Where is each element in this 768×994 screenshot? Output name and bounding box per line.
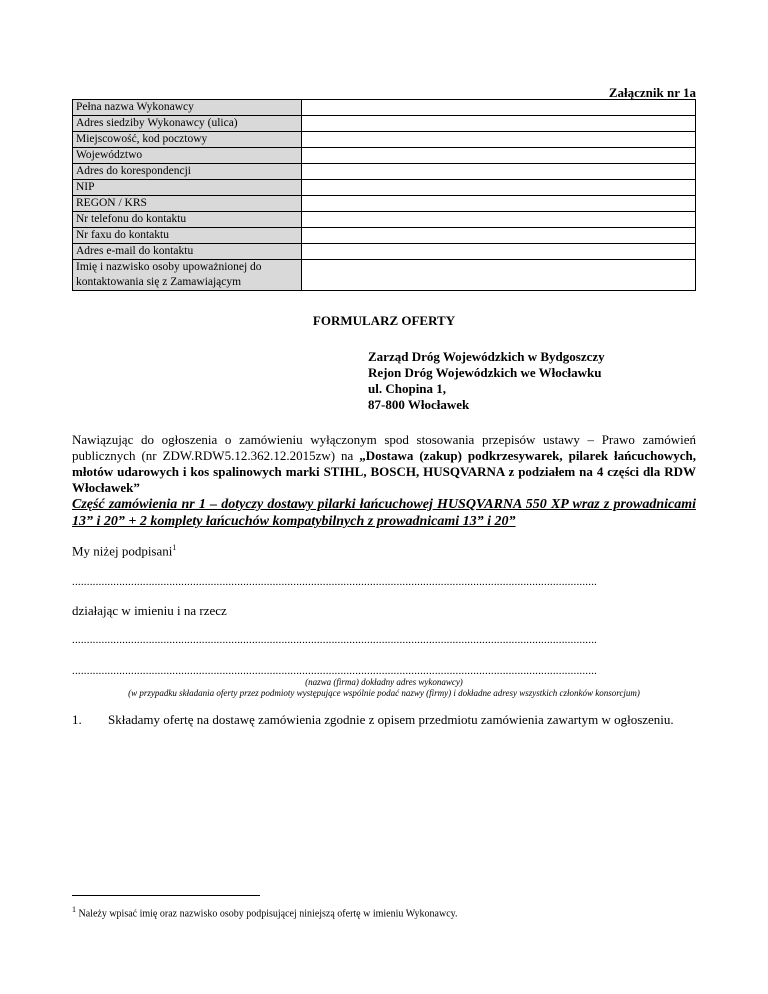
row-label: Adres e-mail do kontaktu xyxy=(73,244,302,260)
caption-company: (nazwa (firma) dokładny adres wykonawcy) xyxy=(305,677,463,687)
tender-title: „Dostawa (zakup) podkrzesywarek, pilarek łańcuchowych, młotów udarowych i kos spalinowych marki STIHL, BOSCH, HUSQVARNA z podziałem na 4 części dla RDW Włocławek” xyxy=(72,448,697,495)
footnote-divider xyxy=(72,895,260,896)
row-label: REGON / KRS xyxy=(73,196,302,212)
part-heading: Część zamówienia nr 1 – dotyczy dostawy pilarki łańcuchowej HUSQVARNA 550 XP wraz z prowadnicami 13” i 20” + 2 komplety łańcuchów kompatybilnych z prowadnicami 13” i 20” xyxy=(72,497,696,529)
intro-paragraph xyxy=(72,432,696,496)
row-value-field[interactable] xyxy=(302,244,696,260)
recipient-line: ul. Chopina 1, xyxy=(368,381,447,396)
row-label: Pełna nazwa Wykonawcy xyxy=(73,100,302,116)
table-row xyxy=(73,116,696,132)
table-row xyxy=(73,260,696,291)
intro-text: Nawiązując do ogłoszenia o zamówieniu wyłączonym spod stosowania przepisów ustawy – Prawo zamówień publicznych (nr ZDW.RDW5.12.362.12.2015zw) na xyxy=(72,432,696,463)
item-number: 1. xyxy=(72,712,82,727)
row-label: Miejscowość, kod pocztowy xyxy=(73,132,302,148)
row-label: Adres do korespondencji xyxy=(73,164,302,180)
table-row xyxy=(73,212,696,228)
row-value-field[interactable] xyxy=(302,180,696,196)
row-value-field[interactable] xyxy=(302,100,696,116)
annex-label: Załącznik nr 1a xyxy=(608,85,696,100)
table-row xyxy=(73,148,696,164)
footnote-number: 1 xyxy=(72,905,76,914)
row-value-field[interactable] xyxy=(302,260,696,291)
row-label: Województwo xyxy=(73,148,302,164)
signed-text: My niżej podpisani xyxy=(72,543,173,559)
row-value-field[interactable] xyxy=(302,164,696,180)
table-row xyxy=(73,132,696,148)
row-value-field[interactable] xyxy=(302,228,696,244)
row-value-field[interactable] xyxy=(302,148,696,164)
row-value-field[interactable] xyxy=(302,196,696,212)
item-text: Składamy ofertę na dostawę zamówienia zgodnie z opisem przedmiotu zamówienia zawartym w ogłoszeniu. xyxy=(108,712,674,727)
table-row xyxy=(73,196,696,212)
row-label: NIP xyxy=(73,180,302,196)
recipient-line: 87-800 Włocławek xyxy=(368,397,470,412)
table-row xyxy=(73,180,696,196)
row-label: Nr faxu do kontaktu xyxy=(73,228,302,244)
row-label: Imię i nazwisko osoby upoważnionej do kontaktowania się z Zamawiającym xyxy=(73,260,302,291)
acting-label: działając w imieniu i na rzecz xyxy=(72,603,227,618)
company-dotted-line[interactable]: .................................................................................................................................................................................. xyxy=(72,634,598,646)
contractor-info-table xyxy=(72,99,696,291)
row-label: Adres siedziby Wykonawcy (ulica) xyxy=(73,116,302,132)
footnote-text: Należy wpisać imię oraz nazwisko osoby podpisującej niniejszą ofertę w imieniu Wykonawcy. xyxy=(76,908,458,920)
recipient-line: Rejon Dróg Wojewódzkich we Włocławku xyxy=(368,365,602,380)
recipient-address xyxy=(368,349,605,413)
table-row xyxy=(73,228,696,244)
form-title: FORMULARZ OFERTY xyxy=(312,313,456,328)
address-dotted-line[interactable]: .................................................................................................................................................................................. xyxy=(72,665,598,677)
row-value-field[interactable] xyxy=(302,212,696,228)
table-row xyxy=(73,244,696,260)
footnote-ref: 1 xyxy=(172,543,177,552)
footnote xyxy=(72,905,458,919)
recipient-line: Zarząd Dróg Wojewódzkich w Bydgoszczy xyxy=(368,349,605,364)
row-value-field[interactable] xyxy=(302,132,696,148)
signatory-dotted-line[interactable]: .................................................................................................................................................................................. xyxy=(72,576,598,588)
signed-label xyxy=(72,543,176,559)
table-row xyxy=(73,100,696,116)
row-label: Nr telefonu do kontaktu xyxy=(73,212,302,228)
table-row xyxy=(73,164,696,180)
row-value-field[interactable] xyxy=(302,116,696,132)
caption-consortium: (w przypadku składania oferty przez podmioty występujące wspólnie podać nazwy (firmy) i dokładne adresy wszystkich członków konsorcjum) xyxy=(128,688,640,698)
